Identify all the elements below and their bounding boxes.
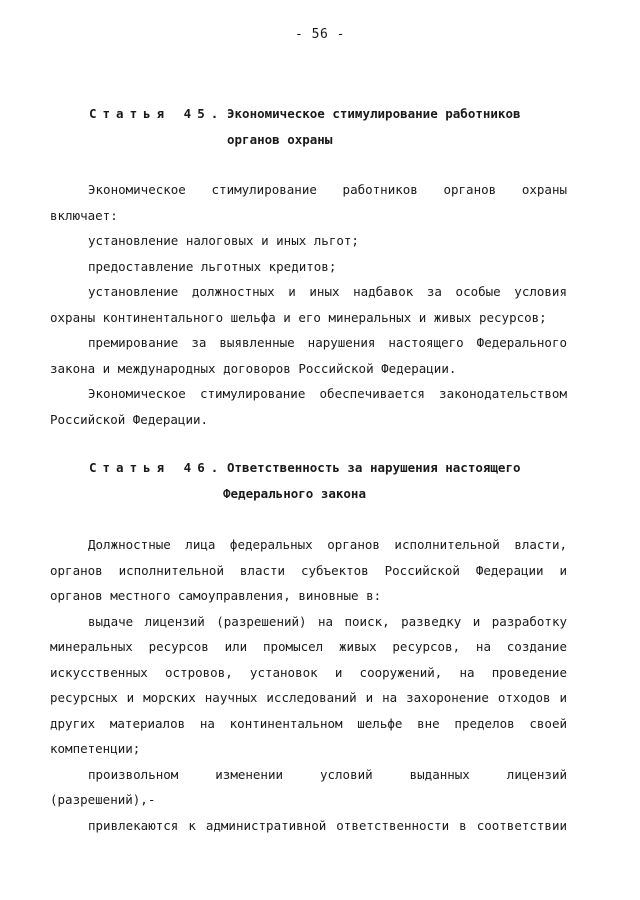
text-line: Экономическое стимулирование работников органов охраны: [88, 182, 567, 197]
text-line: органов местного самоуправления, виновные в:: [50, 588, 382, 603]
article-45-title-line-1: Экономическое стимулирование работников: [227, 106, 521, 121]
article-46-body: [50, 532, 567, 838]
article-45-title-line-2: органов охраны: [227, 132, 333, 147]
text-line: искусственных островов, установок и сооружений, на проведение: [50, 664, 567, 680]
article-45-heading: [89, 101, 569, 153]
text-line: других материалов на континентальном шельфе вне пределов своей: [50, 715, 567, 731]
text-line: минеральных ресурсов или промысел живых ресурсов, на создание: [50, 639, 567, 654]
page-number: - 56 -: [295, 27, 345, 42]
text-line: установление налоговых и иных льгот;: [88, 233, 359, 248]
article-46-label: Статья 46.: [89, 460, 225, 475]
text-line: закона и международных договоров Российской Федерации.: [50, 360, 457, 376]
text-line: выдаче лицензий (разрешений) на поиск, разведку и разработку: [88, 613, 567, 629]
article-45-body: [50, 177, 567, 432]
text-line: привлекаются к административной ответственности в соответствии: [88, 817, 567, 833]
text-line: предоставление льготных кредитов;: [88, 258, 337, 274]
text-line: Экономическое стимулирование обеспечивается законодательством: [88, 386, 567, 401]
text-line: произвольном изменении условий выданных лицензий: [88, 766, 567, 782]
text-line: охраны континентального шельфа и его минеральных и живых ресурсов;: [50, 309, 547, 325]
text-line: компетенции;: [50, 741, 141, 756]
article-45-label: Статья 45.: [89, 106, 225, 121]
text-line: включает:: [50, 207, 118, 223]
text-line: Российской Федерации.: [50, 411, 209, 427]
text-line: установление должностных и иных надбавок за особые условия: [88, 284, 567, 299]
article-46-heading: [89, 455, 569, 507]
article-46-title-line-2: Федерального закона: [223, 486, 366, 501]
text-line: ресурсных и морских научных исследований и на захоронение отходов и: [50, 690, 567, 705]
text-line: премирование за выявленные нарушения настоящего Федерального: [88, 335, 567, 350]
text-line: органов исполнительной власти субъектов Российской Федерации и: [50, 562, 567, 578]
text-line: (разрешений),-: [50, 792, 156, 807]
text-line: Должностные лица федеральных органов исполнительной власти,: [88, 537, 567, 552]
article-46-title-line-1: Ответственность за нарушения настоящего: [227, 460, 521, 475]
